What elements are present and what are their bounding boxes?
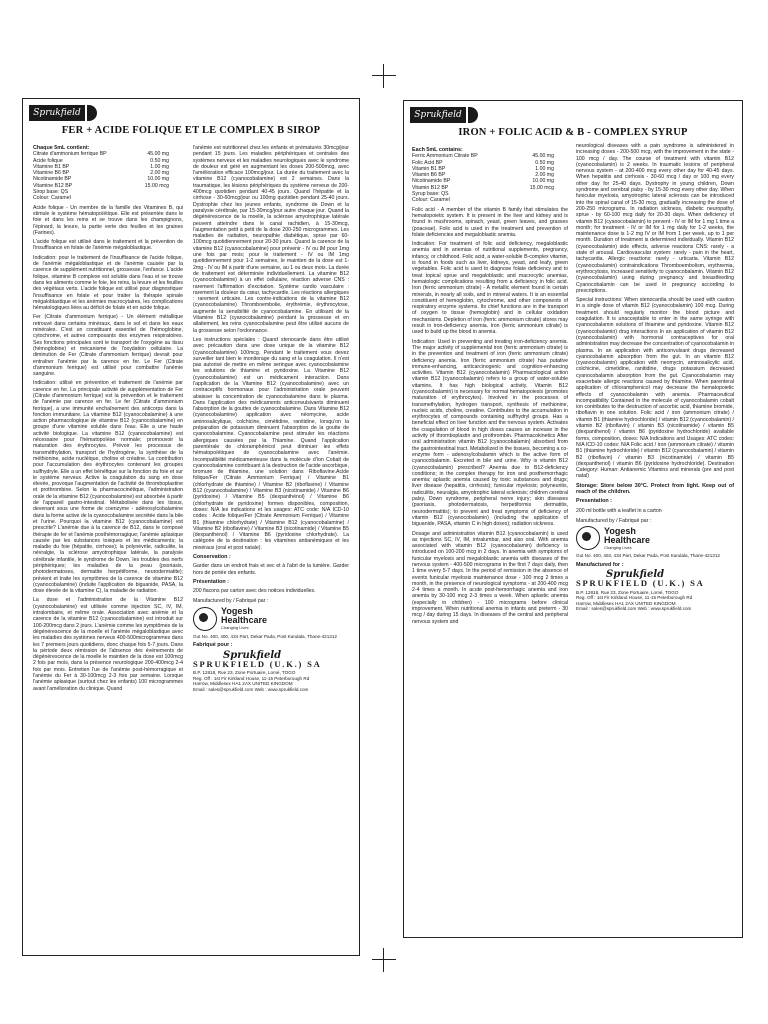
ingredient-name: Vitamin B12 BP [412, 184, 449, 191]
manufacturer-block [576, 518, 734, 612]
sprukfield-address-3: Harrow, Middlesex HA1 2AX UNITED KINGDOM [193, 681, 293, 687]
paragraph: Fer (Citrate d'ammonium ferrique) - Un élément métallique retrouvé dans certains minéraux, dans le sol et dans les eaux minérales. C'est un constituant essentiel de l'hémoglobine, cytochrome, et autres composants des enzymes respiratoires. Ses fonctions principales sont le transport de l'oxygène au tissu (hémoglobine) et mécanisme de l'oxydation cellulaire. La diminution de Fer (Citrate d'ammonium ferrique) devrait pour entraîner l'anémie par la carence en fer. Le Fer (Citrate d'ammonium ferrique) est utilisé pour combattre l'anémie sanguine. [33, 314, 183, 378]
composition-header: Chaque 5mL contient: [33, 145, 90, 151]
leaflet-title: FER + ACIDE FOLIQUE ET LE COMPLEX B SIROP [61, 125, 321, 136]
manufacturer-label: Manufactured by / Fabriqué par : [576, 517, 652, 524]
yogesh-name-2: Healthcare [221, 615, 268, 626]
sprukfield-address-4: Email : sales@sprukfield.com Web : www.sprukfield.com [576, 606, 692, 612]
sprukfield-logo: Sprukfield [606, 569, 665, 581]
yogesh-address: Gut No. 400, 400, 434 Part, Dekar Pada, Post Kandala, Thane-421312 [193, 633, 337, 639]
ingredient-name: Colour: Caramel [412, 197, 450, 204]
paragraph: La dose et l'administration de la Vitamine B12 (cyanocobalamine) est utilisée comme injection SC, IV, IM, intralombaire, et même orale. Association avec anémie et la carence de la vitamine B12 (cyanocobalamine) est introduit sur 100-200mcg dans 2 jours. L'anémie comme les symptômes de la dégénérescence de la moelle et l'anémie mégaloblastique avec les maladies des systèmes nerveux 400-500microgrammes dans les 7 premiers jours quotidiens, donc chaque fois 5-7 jours. Dans la période deux rémission de l'absence des événements de dégénérescence de la moelle le maintien de la dose est 100mcg 2 fois par mois, dans la présence neurologique 200-400mcg 2-4 fois par mois. Entretien l'ue de l'anémie post-hémorragique et l'anémie du Fer à 30-100mcg 2-3 fois par semaine. Lorsque l'anémie aplasique (surtout chez les enfants) 100 microgrammes avant l'amélioration du clinique. Quand [33, 597, 183, 692]
leaflet-french [22, 98, 360, 956]
paragraph: 200 flacons par carton avec des notices individuelles. [193, 588, 316, 595]
yogesh-logo [576, 526, 734, 550]
ingredient-name: Vitamin B6 BP [412, 172, 446, 179]
manufacturer-label: Manufactured by / Fabriqué par : [193, 598, 269, 605]
ingredient-name: Ferric Ammonium Citrate BP [412, 153, 478, 160]
brand-logo: Sprukfield [29, 105, 85, 121]
yogesh-mark-icon [576, 526, 600, 550]
yogesh-name-2: Healthcare [604, 534, 651, 545]
ingredient-name: Vitamine B12 BP [33, 182, 73, 189]
ingredient-amount: 45.00 mg [147, 151, 169, 158]
paragraph: Folic acid - A member of the vitamin B family that stimulates the hematopoietic system. It is present in the liver and kidney and is found in mushrooms, spinach, yeast, green leaves, and grasses (poaceae). Folic acid is used in the treatment and prevention of folate deficiencies and megaloblastic anemia. [412, 206, 568, 238]
sprukfield-logo: Sprukfield [223, 649, 282, 661]
section-heading: Conservation : [193, 554, 231, 560]
manufacturer-block [193, 598, 349, 692]
ingredient-amount: 10.00 mg [532, 178, 554, 185]
sprukfield-address-1: B.P. 12818, Rue 23, Zone Portuaire, Lomé, TOGO [193, 670, 296, 676]
ingredient-amount: 10.00 mg [147, 176, 169, 183]
ingredient-amount: 1.00 mg [150, 163, 169, 170]
ingredient-name: Citrate d'ammonium ferrique BP [33, 151, 107, 158]
paragraph: Garder dans un endroit frais et sec et à l'abri de la lumière. Garder hors de portée des enfants. [193, 563, 349, 576]
ingredient-name: Vitamine B6 BP [33, 170, 70, 177]
leaflet-english [403, 100, 743, 938]
ingredient-amount: 0.50 mg [150, 157, 169, 164]
section-heading: Présentation : [193, 578, 229, 585]
ingredient-name: Nicotinamide BP [412, 178, 451, 185]
yogesh-tagline: Changing Lives [221, 625, 249, 631]
sprukfield-address-2: Reg. Off : 1st Fir Kirkland House, 11-15 Peterborough Rd [576, 595, 693, 601]
ingredient-name: Sirop base: QS [33, 189, 69, 196]
ingredient-amount: 2.00 mg [535, 172, 554, 179]
ingredient-amount: 45.00 mg [532, 153, 554, 160]
sprukfield-name: SPRUKFIELD (U.K.) SA [576, 578, 705, 589]
paragraph: Indication: pour le traitement de l'insuffisance de l'acide folique, de l'anémie mégaloblastique et de l'anémie causée par la carence de supplément nutritionnel, grossesse, l'enfance. L'acide folique, vitamine B complexe est soluble dans l'eau et se trouve dans les aliments comme le foie, les reins, la levure et les feuilles des végétaux verts. L'acide folique est utilisé pour diagnostiquer l'insuffisance en folate et pour traiter la thérapie spinale mégaloblastique et les anémies macrocytaires, les complications hématologiques liées au déficit de folate et en acide folique. [33, 254, 183, 312]
composition-row [33, 195, 183, 201]
yogesh-address: Gut No. 400, 403, 434 Part, Dekar Pada, Post Kandala, Thane-421312 [576, 553, 720, 559]
column-2 [576, 143, 734, 612]
crop-mark-bottom [372, 948, 396, 972]
section-heading: Presentation : [576, 498, 612, 505]
paragraph: Dosage and administration vitamin B12 (cyanocobalamin) is used as injections SC, IV, IM, intralumbar, and also oral. With anemia associated with vitamin B12 (cyanocobalamin) deficiency is introduced on 100-200 mcg in 2 days. In anemia with symptoms of funicular myelosis and megaloblastic anemia with diseases of the nervous system - 400-500 micrograms in the first 7 days daily, then 1 time every 5-7 days. In the period of remission in the absence of events funicular myelosis maintenance dose - 100 mcg 2 times a month, in the presence of neurological symptoms - at 200-400 mcg 2-4 times a month. In acute post-hemorrhagic anemia and iron anemia by 30-100 mcg 2-3 times a week. When aplastic anemia (especially in children) - 100 micrograms before clinical improvement. When nutritional anemia in infants and preterm - 30 mcg / day during 15 days. In diseases of the central and peripheral nervous system and [412, 530, 568, 625]
ingredient-name: Syrup base: QS [412, 191, 449, 198]
brand-logo-cap [87, 105, 97, 121]
ingredient-amount: 0.50 mg [535, 159, 554, 166]
ingredient-amount [511, 197, 568, 203]
yogesh-logo [193, 607, 349, 631]
ingredient-amount: 1.00 mg [535, 165, 554, 172]
ingredient-name: Vitamine B1 BP [33, 163, 70, 170]
paragraph: neurological diseases with a pain syndrome is administered in increasing doses - 200-500 mcg, with the improvement in the state - 100 mcg / day. The course of treatment with vitamin B12 (cyanocobalamin) is 2 weeks. In traumatic lesions of peripheral nervous system - at 200-400 mcg every other day for 40-45 days. When hepatitis and cirrhosis - 30-60 mcg / day or 100 mg every other day for 25-40 days. Dystrophy in young children, Down syndrome and cerebral palsy - by 15-30 mcg every other day. When funicular myelosis, amyotrophic lateral sclerosis can be introduced into the spinal canal of 15-30 mcg, gradually increasing the dose of 200-250 micrograms. In radiation sickness, diabetic neuropathy, sprue - by 60-100 mcg daily for 20-30 days. When deficiency of vitamin B12 (cyanocobalamin) to prevent - IV or IM for 1 mg 1 time a month; for treatment - IV or IM for 1 mg daily for 1-2 weeks, the maintenance dose is 1-2 mg IV or IM from 1 per week, up to 1 per month. Duration of treatment is determined individually. Vitamin B12 (cyanocobalamin) side effects, adverse reactions CNS: rarely - a state of arousal. Cardiovascular system: rarely - pain in the heart, tachycardia. Allergic reactions: rarely - urticaria. Vitamin B12 (cyanocobalamin) contraindications Thromboembolism, erythremia, erythrocytosis, increased sensitivity to cyanocobalamin. Vitamin B12 (cyanocobalamin) using during pregnancy and breastfeeding Cyanocobalamin can be used in pregnancy according to prescriptions. [576, 143, 734, 294]
yogesh-name: Yogesh [604, 525, 636, 536]
sprukfield-address-3: Harrow, Middlesex HA1 2AX UNITED KINGDOM [576, 600, 676, 606]
paragraph: Les instructions spéciales : Quand stenocarde dans être utilisé avec précaution dans une dose unique de la vitamine B12 (cyanocobalamine) 100mcg. Pendant le traitement vous devez surveiller tant bien le monitorage du sang et la coagulation. Il n'est pas autorisé de mettre en même seringue avec cyanocobalamine les solutions de thiamine et pyridoxine. La Vitamine B12 (cyanocobalamine) est un médicament interaction. Dans l'application de la Vitamine B12 (cyanocobalamine) avec un contraceptifs hormonaux pour l'administration orale peuvent abaisser la concentration de cyanocobalamine dans le plasma. Dans l'application des médicaments anticonvulsivants diminuent l'absorption de la gouttes de cyanocobalamine. Dans Vitamine B12 (cyanocobalamine) application avec néomycine, acide aminosalicylique, colchicine, cimétidine, ranitidine, lorsqu'on la préparation de potassium diminuent l'absorption de la goutte de cyanocobalamine. Cyanocobalamine peut stimuler les réactions allergiques causées par la Thiamine. Quand l'application parentérale de chloramphénicol peut diminuer les effets hématopoïétiques de cyanocobalamine avec l'anémie. Incompatibilité médicamenteuse dans la molécule d'ion Cobalt de cyanocobalamine contribuant à la destruction de l'acide ascorbique, bromure de thiamine, une solution dans Riboflavine.Acide folique/Fer (Citrate Ammonium Ferrique) / Vitamine B1 (chlorhydrate de thiamine) / Vitamine B2 (riboflavine) / Vitamine B12 (cyanocobalamine) / Vitamine B3 (nicotinamide) / Vitamine B6 (pyridoxine) / Vitamine B5 (dexpanthénol) / Vitamine B6 (chlorhydrate de pyridoxine) formes disponibles, composition, doses: N/A les indications et les usages: ATC code: N/A ICD-10 codes : Acide folique/Fer (Citrate Ammonium Ferrique) / Vitamine B1 (thiamine chlorhydrate) / Vitamine B12 (cyanocobalamine) / Vitamine B2 (riboflavine) / Vitamine B3 (nicotinamide) / Vitamine B5 (dexpanthénol) / Vitamine B6 (pyridoxine chlorhydrate). La catégorie de la destination : les vitamines antianémiques et les minéraux (oral et post natale). [193, 336, 349, 551]
ingredient-name: Acide folique [33, 157, 63, 164]
sprukfield-name: SPRUKFIELD (U.K.) SA [193, 658, 322, 669]
brand-logo: Sprukfield [410, 107, 466, 123]
yogesh-mark-icon [193, 607, 217, 631]
column-1 [33, 145, 183, 695]
composition-row [412, 197, 568, 203]
paragraph: Acide folique - Un membre de la famille des Vitamines B, qui stimule le système hématopoïétique. Elle est présentée dans le foie et dans les reins et se trouve dans les champignons, l'épinard, la levure, la partie verte des feuilles et les graines (Farines). [33, 204, 183, 236]
sprukfield-address-1: B.P. 12818, Rue 23, Zone Portuaire, Lomé, TOGO [576, 589, 679, 595]
composition-table [33, 151, 183, 201]
sprukfield-address-4: Email : sales@sprukfield.com Web : www.sprukfield.com [193, 687, 309, 693]
ingredient-amount: 2.00 mg [150, 170, 169, 177]
ingredient-name: Colour: Caramel [33, 195, 71, 202]
column-2 [193, 145, 349, 693]
storage-note: Storage: Store below 30°C. Protect from light. Keep out of reach of the children. [576, 482, 734, 496]
paragraph: Special instructions: When stenocardia should be used with caution in a single dose of vitamin B12 (cyanocobalamin) 100 mcg. During treatment should regularly monitor the blood picture and coagulation. It is unacceptable to enter in the same syringe with cyanocobalamin solutions of thiamine and pyridoxine. Vitamin B12 (cyanocobalamin) drug interactions In an application of vitamin B12 (cyanocobalamin) with hormonal contraceptives for oral administration may decrease the concentration of cyanocobalamin in plasma. In an application with anticonvulsant drugs decreased cyanocobalamin absorption from the gut. In an vitamin B12 (cyanocobalamin) application with neomycin, aminosalicylic acid, colchicine, cimetidine, ranitidine, drugs potassium decreased cyanocobalamin absorption from the gut. Cyanocobalamin may exacerbate allergic reactions caused by thiamine. When parenteral application of chloramphenicol may decrease the hematopoietic effects of cyanocobalamin with anemia. Pharmaceutical incompatibility Contained in the molecule of cyanocobalamin cobalt ion contributes to the destruction of ascorbic acid, thiamine bromide, riboflavin in one solution. Folic acid / iron (ammonium citrate) / vitamin B1 (thiamine hydrochloride) / vitamin B12 (cyanocobalamin) / vitamin B2 (riboflavin) / vitamin B3 (nicotinamide) / vitamin B5 (dexpanthenol) / vitamin B6 (pyridoxine hydrochloride) available forms, composition, doses: N/A Indications and Usages: ATC codes: N/A ICD-10 codes: N/A Folic acid / iron (ammonium citrate) / vitamin B1 (thiamine hydrochloride) / vitamin B12 (cyanocobalamin) / vitamin B2 (riboflavin) / vitamin B3 (nicotinamide) / vitamin B5 (dexpanthenol) / vitamin B6 (pyridoxine hydrochloride). Destination Category: Human: Antianemic Vitamins and minerals (pre and post natal) [576, 297, 734, 480]
yogesh-name: Yogesh [221, 606, 253, 617]
ingredient-name: Nicotinamide BP [33, 176, 72, 183]
leaflet-title: IRON + FOLIC ACID & B - COMPLEX SYRUP [458, 127, 688, 138]
ingredient-amount: 15.00 mcg [144, 182, 169, 189]
sprukfield-address-2: Reg. Off : 1st Fir Kirkland House, 11-15 Peterborough Rd [193, 675, 310, 681]
column-1 [412, 147, 568, 628]
paragraph: L'acide folique est utilisé dans le traitement et la prévention de l'insuffisance en folate de l'anémie mégaloblastique. [33, 239, 183, 252]
paragraph: l'anémie est nutritionnel chez les enfants et prématurés 30mcg/jour pendant 15 jours. Les maladies périphériques et centrales des systèmes nerveux et les maladies neurologiques avec le syndrome de douleur est géré en augmentant les doses 200-500mcg, avec l'amélioration efficace 100mcg/jour. La durée du traitement avec la vitamine B12 (cyanocobalamine) est 2 semaines. Dans la traumatique, les lésions périphériques du système nerveux de 200-400mcg quotidien pendant 40-45 jours. Quand l'hépatite et la cirrhose - 30-60mcg/jour ou 100mg quotidien pendant 25-40 jours. Dystrophie chez les jeunes enfants, syndrome de Down et la paralysie cérébrale, par 15-30mcg/jour autre chaque jour. Quand la dégénérescence de la moelle, la sclérose amyotrophique latérale peuvent atteindre dans le canal rachidien, à 15-30mcg, l'augmentation petit à petit de la dose 200-250 microgrammes. Les maladies de radiation, neuropathie diabétique, sprue par 60-100mcg quotidiennement pour 20-30 jours. Quand la carence de la vitamine B12 (cyanocobalamine) pour prévenir - IV ou IM pour 1mg une fois par mois; pour le traitement - IV ou IM 1mg quotidiennement pour 1-2 semaines, le maintien de la dose est 1-2mg - IV ou IM à partir d'une semaine, au 1 ou deux mois. La durée de traitement est déterminée individuellement. La vitamine B12 (cyanocobalamine) à un effet cellulaire, réaction adverse CNS : rarement l'affirmation d'excitation. Système cardio vasculaire : rarement la douleur du cœur, tachycardie. Les réactions allergiques : rarement urticaire. Les contre-indications de la vitamine B12 (cyanocobalamine) Thromboembolie, érythrémie, érythrocytose, augmente la sensibilité de cyanocobalamine. En utilisant de la Vitamine B12 (cyanocobalamine) pendant la grossesse et en allaitement, les reins cyanocobalamine peut être utilisé aucuns de la grossesse selon l'ordonnance. [193, 145, 349, 334]
ingredient-amount [132, 195, 183, 201]
paragraph: Indication: Used in preventing and treating iron-deficiency anemia. The major activity of supplemental iron (ferric ammonium citrate) is in the prevention and treatment of iron (ferric ammonium citrate) deficiency anemia. Iron (ferric ammonium citrate) has putative immune-enhancing, anticarcinogenic and cognition-enhancing activities. Vitamin B12 (cyanocobalamin) Pharmacological action vitamin B12 (cyanocobalamin) refers to a group of water-soluble vitamins. It has high biological activity. Vitamin B12 (cyanocobalamin) is necessary for normal hematopoiesis (promotes maturation of erythrocytes). Involved in the processes of transmethylation, hydrogen transport, synthesis of methionine, nucleic acids, choline, creatine. Contributes to the accumulation in erythrocytes of compounds containing sulfhydryl groups. Has a beneficial effect on liver function and the nervous system. Activates the coagulation of blood in high doses causes an increase in the activity of thromboplastin and prothrombin. Pharmacokinetics After oral administration vitamin B12 (cyanocobalamin) absorbed from the gastrointestinal tract. Metabolized in the tissues, becoming a co-enzyme form - adenosylcobalamin which is the active form of cyanocobalamin. Excreted in bile and urine. Why is vitamin B12 (cyanocobalamin) prescribed? Anemia due to B12-deficiency conditions; in the complex therapy for iron and posthemorrhagic anemia; aplastic anemia caused by toxic substances and drugs; liver disease (hepatitis, cirrhosis); funicular myelosis; polyneuritis, radiculitis, neuralgia, amyotrophic lateral sclerosis; children cerebral palsy, Down syndrome, peripheral nerve injury; skin diseases (psoriasis, photodermatosis, herpetiformis dermatitis, neurodermatitis); to prevent and treat symptoms of deficiency of vitamin B12 (cyanocobalamin) (including the application of biguanide, PASA, vitamin C in high doses); radiation sickness. [412, 338, 568, 528]
crop-mark-top [372, 64, 396, 88]
paragraph: 200 ml bottle with a leaflet in a carton [576, 507, 662, 514]
ingredient-name: Folic Acid BP [412, 159, 443, 166]
ingredient-name: Vitamin B1 BP [412, 165, 446, 172]
paragraph: Indication: For treatment of folic acid deficiency, megaloblastic anemia and in anemias of nutritional supplements, pregnancy, infancy, or childhood. Folic acid, a water-soluble B-complex vitamin, is found in foods such as liver, kidneys, yeast, and leafy, green vegetables. Folic acid is used to diagnose folate deficiency and to treat topical sprue and megaloblastic and macrocytic anemias, hematologic complications resulting from a deficiency in folic acid. Iron (ferric ammonium citrate) - A metallic element found in certain minerals, in nearly all soils, and in mineral waters. It is an essential constituent of hemoglobin, cytochrome, and other components of respiratory enzyme systems. Its chief functions are in the transport of oxygen to tissue (hemoglobin) and in cellular oxidation mechanisms. Depletion of iron (ferric ammonium citrate) stores may result in iron-deficiency anemia. Iron (ferric ammonium citrate) is used to build up the blood in anemia. [412, 241, 568, 336]
brand-logo-cap [468, 107, 478, 123]
made-for-label: Fabriqué pour : [193, 642, 233, 649]
ingredient-amount: 15.00 mcg [529, 184, 554, 191]
paragraph: Indication: utilisé en prévention et traitement de l'anémie par carence en fer. La principale activité de supplémentation de Fer (Citrate d'ammonium ferrique) est la prévention et le traitement de l'anémie par carence en fer. Le fer (Citrate d'ammonium ferrique), a une immunité enchaînement des anticorps dans la fonction immunitaire. La vitamine B12 (cyanocobalamine) à une action pharmacologique de vitamine B12 (cyanocobalamine) en groupe d'une vitamine soluble dans l'eau. Elle a une haute activité biologique. La vitamine B12 (cyanocobalamine) est nécessaire pour l'hématopoïèse normale; promouvoir la maturation des érythrocytes. Prévoir les processus de transméthylation, transport de l'hydrogène, la synthèse de la méthionine, acide nucléique, choline et créatine. La contribution pour l'accumulation des érythrocytes contenant les groupes sulfhydryle. Elle a un effet bénéfique sur la fonction du foie et sur le système nerveux. Active la coagulation du sang en dose élevée, provoque l'augmentation de l'activité de thromboplastine et prothrombine. Selon la pharmacocinétique, l'administration orale de la vitamine B12 (cyanocobalamine) est absorbée à partir de l'appareil gastro-intestinal. Métabolisée dans les tissus, devenant sous une forme de coenzyme - adénosylcobalamine dans la forme active de la cyanocobalamine secrétée dans la bile et l'urine. Pourquoi la vitamine B12 (cyanocobalamine) est prescrite? L'anémie due à la carence de B12, dans le composé thérapie de fer et l'anémie posthémorragique; l'anémie aplasique causée par les substances toxiques et les médicaments; la maladie du foie (hépatite, cirrhose); la polynévrite, radiculite, la névralgie, la sclérose amyotrophique latérale, la paralysie cérébrale infantile, le syndrome de Down, les troubles des nerfs périphériques; les maladies de la peau (psoriasis, photodermatoses, dermatite herpétiforme, neurodermatite); prévient et traite les symptômes de la carence de vitamine B12 (cyanocobalamine) (induite l'application de biguanide, PASA, la dose élevée de la vitamine C), la maladie de radiation. [33, 380, 183, 595]
composition-header: Each 5mL contains: [412, 147, 463, 153]
made-for-label: Manufactured for : [576, 561, 624, 568]
yogesh-tagline: Changing Lives [604, 544, 632, 550]
composition-table [412, 153, 568, 203]
